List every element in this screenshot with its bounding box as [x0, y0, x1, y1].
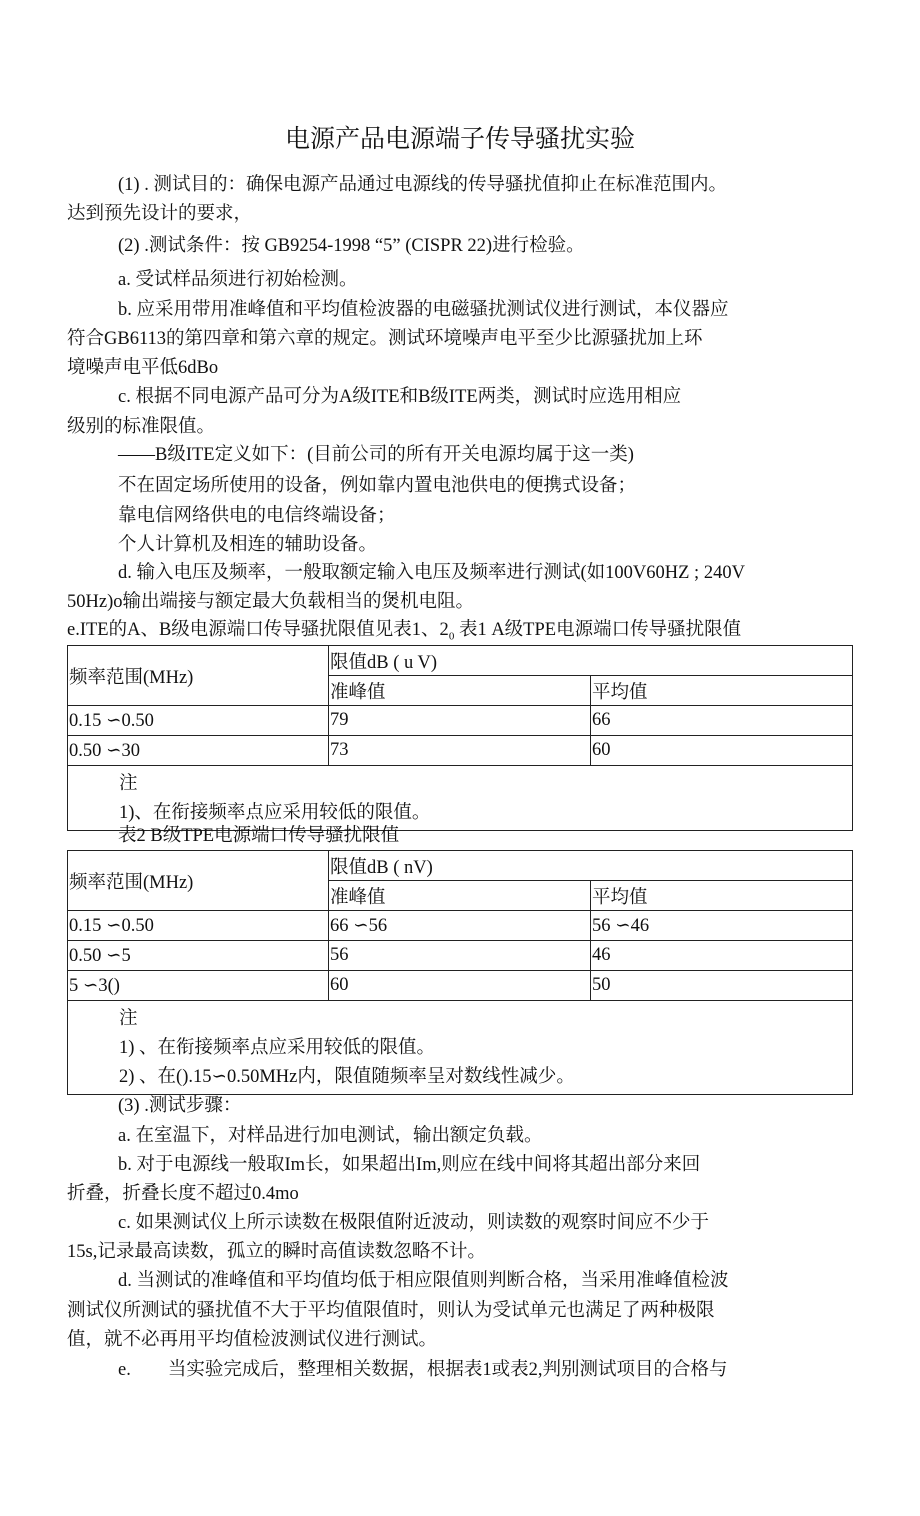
cell: 79: [329, 706, 591, 736]
cell: 73: [329, 736, 591, 766]
note-label: 注: [119, 774, 138, 794]
note-item: 1)、在衔接频率点应采用较低的限值。: [119, 803, 431, 823]
paragraph-line: c. 根据不同电源产品可分为A级ITE和B级ITE两类，测试时应选用相应: [118, 387, 682, 407]
cell: 0.15 ∽0.50: [68, 706, 329, 736]
header-quasi-peak: 准峰值: [329, 676, 591, 706]
paragraph-line: a. 受试样品须进行初始检测。: [118, 270, 358, 290]
header-frequency: 频率范围(MHz): [68, 851, 329, 911]
header-frequency: 频率范围(MHz): [68, 646, 329, 706]
paragraph-line: b. 对于电源线一般取Im长，如果超出Im,则应在线中间将其超出部分来回: [118, 1155, 701, 1175]
header-average: 平均值: [591, 676, 853, 706]
note-item: 2) 、在().15∽0.50MHz内，限值随频率呈对数线性减少。: [119, 1067, 575, 1087]
note-cell: [68, 1001, 853, 1095]
table2-caption: 表2 B级TPE电源端口传导骚扰限值: [118, 826, 400, 846]
paragraph-line: ——B级ITE定义如下：(目前公司的所有开关电源均属于这一类): [118, 445, 634, 465]
note-label: 注: [119, 1009, 138, 1029]
paragraph-line: d. 当测试的准峰值和平均值均低于相应限值则判断合格，当采用准峰值检波: [118, 1271, 729, 1291]
cell: 66 ∽56: [329, 911, 591, 941]
table-row: [68, 736, 853, 766]
header-average: 平均值: [591, 881, 853, 911]
paragraph-line: c. 如果测试仪上所示读数在极限值附近波动，则读数的观察时间应不少于: [118, 1213, 709, 1233]
table-2: [67, 850, 853, 1095]
paragraph-line: 级别的标准限值。: [67, 417, 216, 437]
paragraph-line: b. 应采用带用准峰值和平均值检波器的电磁骚扰测试仪进行测试，本仪器应: [118, 300, 729, 320]
header-quasi-peak: 准峰值: [329, 881, 591, 911]
cell: 50: [591, 971, 853, 1001]
table-row: [68, 706, 853, 736]
paragraph-line: d. 输入电压及频率，一般取额定输入电压及频率进行测试(如100V60HZ ; 240V: [118, 563, 745, 583]
paragraph-line: 50Hz)o输出端接与额定最大负载相当的煲机电阻。: [67, 592, 474, 612]
cell: 56 ∽46: [591, 911, 853, 941]
header-limit: 限值dB ( nV): [329, 851, 853, 881]
paragraph-line: 个人计算机及相连的辅助设备。: [118, 535, 378, 555]
paragraph-line: 符合GB6113的第四章和第六章的规定。测试环境噪声电平至少比源骚扰加上环: [67, 329, 703, 349]
paragraph-line: 境噪声电平低6dBo: [67, 358, 219, 378]
table-1: [67, 645, 853, 831]
paragraph-line: 值，就不必再用平均值检波测试仪进行测试。: [67, 1330, 438, 1350]
cell: 0.15 ∽0.50: [68, 911, 329, 941]
paragraph-line: 靠电信网络供电的电信终端设备；: [118, 506, 396, 526]
paragraph-line: (1) . 测试目的：确保电源产品通过电源线的传导骚扰值抑止在标准范围内。: [118, 175, 727, 195]
paragraph-line: 达到预先设计的要求，: [67, 204, 253, 224]
note-item: 1) 、在衔接频率点应采用较低的限值。: [119, 1038, 436, 1058]
table-row: [68, 941, 853, 971]
cell: 66: [591, 706, 853, 736]
paragraph-line: e. 当实验完成后，整理相关数据，根据表1或表2,判别测试项目的合格与: [118, 1360, 728, 1380]
subscript: 0: [448, 630, 455, 643]
cell: 60: [329, 971, 591, 1001]
paragraph-line: (2) .测试条件：按 GB9254-1998 “5” (CISPR 22)进行检验。: [118, 236, 585, 256]
cell: 5 ∽3(): [68, 971, 329, 1001]
header-limit: 限值dB ( u V): [329, 646, 853, 676]
table-row: [68, 911, 853, 941]
paragraph-line: 15s,记录最高读数，孤立的瞬时高值读数忽略不计。: [67, 1242, 486, 1262]
cell: 0.50 ∽30: [68, 736, 329, 766]
document-title: 电源产品电源端子传导骚扰实验: [284, 126, 635, 153]
cell: 60: [591, 736, 853, 766]
paragraph-line: 测试仪所测试的骚扰值不大于平均值限值时，则认为受试单元也满足了两种极限: [67, 1301, 715, 1321]
note-cell: [68, 766, 853, 831]
cell: 0.50 ∽5: [68, 941, 329, 971]
cell: 46: [591, 941, 853, 971]
paragraph-line: 不在固定场所使用的设备，例如靠内置电池供电的便携式设备；: [118, 476, 637, 496]
paragraph-line: (3) .测试步骤：: [118, 1096, 242, 1116]
line-e-text: e.ITE的A、B级电源端口传导骚扰限值见表1、2: [67, 620, 449, 640]
table-row: [68, 971, 853, 1001]
paragraph-line: a. 在室温下，对样品进行加电测试，输出额定负载。: [118, 1126, 543, 1146]
cell: 56: [329, 941, 591, 971]
table1-caption: 表1 A级TPE电源端口传导骚扰限值: [454, 620, 742, 640]
paragraph-line: 折叠，折叠长度不超过0.4mo: [67, 1184, 299, 1204]
